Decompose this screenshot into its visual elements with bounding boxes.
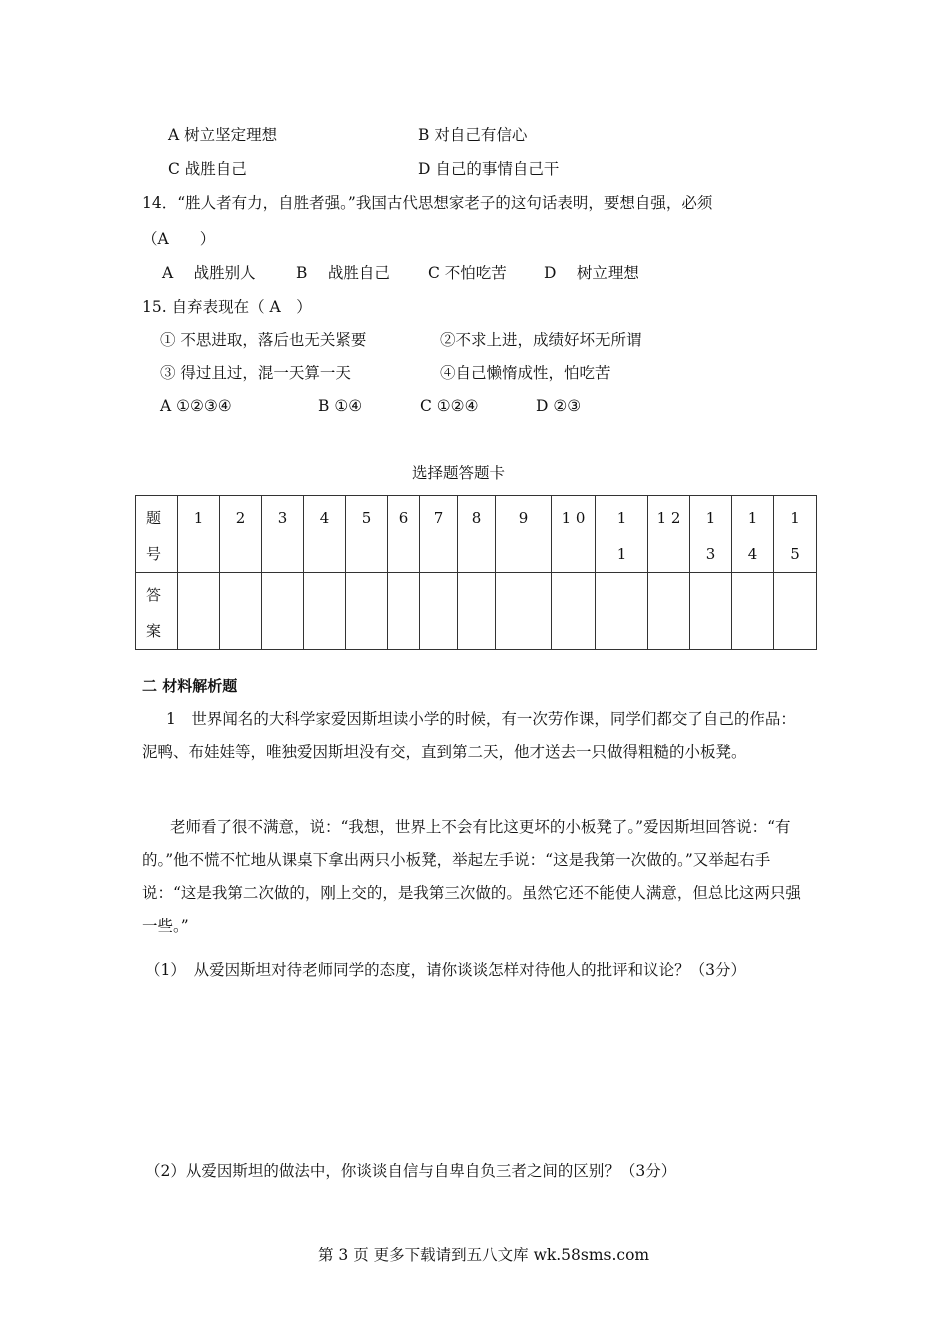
answer-cell[interactable] xyxy=(732,573,774,650)
section2-question-1: （1） 从爱因斯坦对待老师同学的态度，请你谈谈怎样对待他人的批评和议论？（3分） xyxy=(145,961,746,979)
answer-cell[interactable] xyxy=(304,573,346,650)
q15-option-c: C ①②④ xyxy=(420,397,479,415)
number-bottom: 4 xyxy=(747,545,758,563)
answer-cell[interactable] xyxy=(596,573,648,650)
answer-cell[interactable] xyxy=(552,573,596,650)
number-label-top: 题 xyxy=(146,509,162,527)
answer-cell[interactable] xyxy=(420,573,458,650)
answer-cell[interactable] xyxy=(262,573,304,650)
number-cell xyxy=(420,496,458,573)
number-top: 3 xyxy=(277,509,288,527)
number-cell xyxy=(690,496,732,573)
number-cell xyxy=(596,496,648,573)
q15-item-4: ④自己懒惰成性，怕吃苦 xyxy=(440,364,611,382)
section2-paragraph-1: 1 世界闻名的大科学家爱因斯坦读小学的时候，有一次劳作课，同学们都交了自己的作品：泥鸭、布娃娃等，唯独爱因斯坦没有交，直到第二天，他才送去一只做得粗糙的小板凳。 xyxy=(142,710,796,761)
answer-cell[interactable] xyxy=(458,573,496,650)
answer-card-table xyxy=(135,495,817,650)
q15-item-1: ① 不思进取，落后也无关紧要 xyxy=(160,331,367,349)
q14-option-d: D 树立理想 xyxy=(544,264,639,282)
number-top: 1 xyxy=(193,509,204,527)
q15-option-b: B ①④ xyxy=(318,397,363,415)
number-cell xyxy=(262,496,304,573)
q15-option-d: D ②③ xyxy=(536,397,582,415)
q14-answer: （A ） xyxy=(142,230,216,248)
q15-item-2: ②不求上进，成绩好坏无所谓 xyxy=(440,331,642,349)
q14-option-c: C 不怕吃苦 xyxy=(428,264,507,282)
q13-option-a: A 树立坚定理想 xyxy=(168,126,278,144)
number-top: 1 xyxy=(790,509,800,527)
number-bottom: 5 xyxy=(790,545,800,563)
q13-option-c: C 战胜自己 xyxy=(168,160,247,178)
answer-cell[interactable] xyxy=(496,573,552,650)
number-top: 5 xyxy=(361,509,372,527)
number-cell xyxy=(346,496,388,573)
number-bottom: 1 xyxy=(616,545,627,563)
number-cell xyxy=(648,496,690,573)
number-top: 7 xyxy=(433,509,444,527)
number-label-cell xyxy=(136,496,178,573)
section2-question-2: （2）从爱因斯坦的做法中，你谈谈自信与自卑自负三者之间的区别？（3分） xyxy=(145,1162,677,1180)
number-top: 1 xyxy=(747,509,758,527)
number-top: 1 2 xyxy=(656,509,681,527)
answer-cell[interactable] xyxy=(346,573,388,650)
q15-stem: 15. 自弃表现在（ A ） xyxy=(142,298,312,316)
answer-cell[interactable] xyxy=(178,573,220,650)
number-top: 8 xyxy=(471,509,482,527)
number-top: 1 0 xyxy=(561,509,586,527)
number-label-bottom: 号 xyxy=(146,545,162,563)
number-cell xyxy=(774,496,817,573)
answer-label-bottom: 案 xyxy=(146,622,162,640)
number-top: 4 xyxy=(319,509,330,527)
number-cell xyxy=(220,496,262,573)
number-cell xyxy=(458,496,496,573)
q14-option-a: A 战胜别人 xyxy=(162,264,256,282)
q13-option-b: B 对自己有信心 xyxy=(418,126,528,144)
q15-item-3: ③ 得过且过，混一天算一天 xyxy=(160,364,351,382)
page-footer: 第 3 页 更多下载请到五八文库 wk.58sms.com xyxy=(318,1246,650,1264)
answer-card-title: 选择题答题卡 xyxy=(412,464,506,482)
number-top: 9 xyxy=(518,509,529,527)
answer-cell[interactable] xyxy=(690,573,732,650)
q14-option-b: B 战胜自己 xyxy=(296,264,390,282)
number-cell xyxy=(732,496,774,573)
answer-cell[interactable] xyxy=(388,573,420,650)
number-cell xyxy=(304,496,346,573)
number-bottom: 3 xyxy=(705,545,716,563)
number-cell xyxy=(552,496,596,573)
answer-cell[interactable] xyxy=(220,573,262,650)
number-cell xyxy=(496,496,552,573)
q15-option-a: A ①②③④ xyxy=(160,397,232,415)
q13-option-d: D 自己的事情自己干 xyxy=(418,160,560,178)
number-top: 2 xyxy=(235,509,246,527)
answer-card-number-row xyxy=(136,496,817,573)
number-top: 1 xyxy=(616,509,627,527)
number-top: 6 xyxy=(398,509,409,527)
section2-paragraph-2: 老师看了很不满意，说：“我想，世界上不会有比这更坏的小板凳了。”爱因斯坦回答说：“有的。”他不慌不忙地从课桌下拿出两只小板凳，举起左手说：“这是我第一次做的。”又举起右手说：“这是我第二次做的，刚上交的，是我第三次做的。虽然它还不能使人满意，但总比这两只强一些。” xyxy=(142,818,801,935)
answer-cell[interactable] xyxy=(774,573,817,650)
answer-cell[interactable] xyxy=(648,573,690,650)
number-cell xyxy=(388,496,420,573)
number-cell xyxy=(178,496,220,573)
answer-label-top: 答 xyxy=(146,586,162,604)
answer-card-answer-row xyxy=(136,573,817,650)
answer-label-cell xyxy=(136,573,178,650)
number-top: 1 xyxy=(705,509,716,527)
q14-stem: 14．“胜人者有力，自胜者强。”我国古代思想家老子的这句话表明，要想自强，必须 xyxy=(142,194,713,212)
section2-heading: 二 材料解析题 xyxy=(142,677,238,695)
